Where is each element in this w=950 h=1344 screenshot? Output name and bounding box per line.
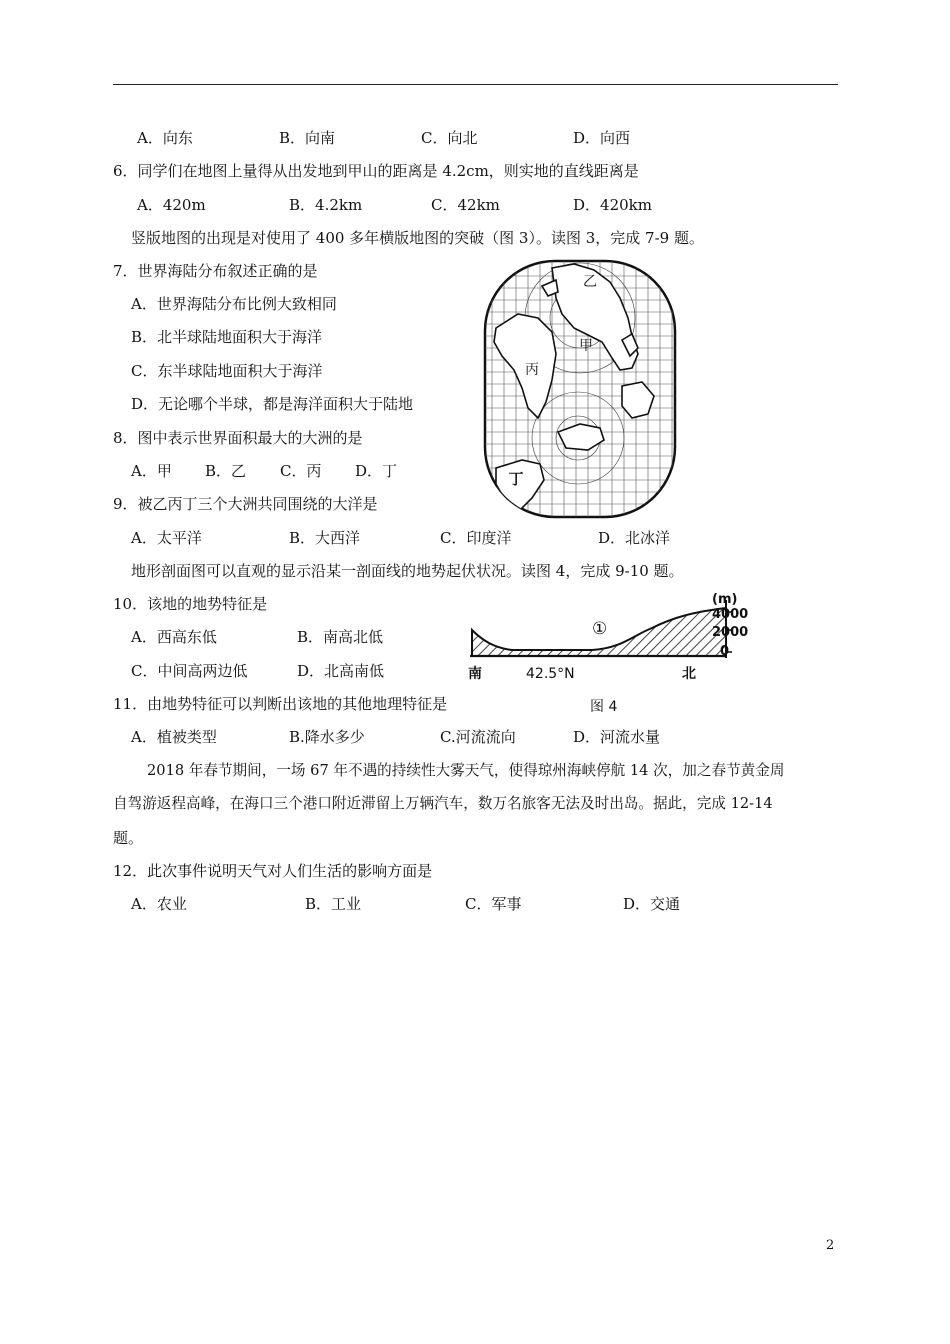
q6-stem: 6．同学们在地图上量得从出发地到甲山的距离是 4.2cm，则实地的直线距离是	[113, 162, 639, 180]
q6-option-a: A．420m	[137, 196, 206, 214]
q7-option-a: A．世界海陆分布比例大致相同	[131, 295, 337, 313]
map-label-yi: 乙	[583, 274, 597, 290]
q12-option-c: C．军事	[465, 895, 522, 913]
q8-option-a: A．甲	[131, 462, 172, 480]
q11-option-c: C.河流流向	[440, 728, 516, 746]
q5-option-d: D．向西	[573, 129, 631, 147]
q8-option-c: C．丙	[280, 462, 322, 480]
q11-option-d: D．河流水量	[573, 728, 661, 746]
q11-option-b: B.降水多少	[289, 728, 365, 746]
profile-tick-0: 0	[720, 644, 730, 659]
terrain-profile-chart	[462, 592, 782, 686]
passage-line-2: 自驾游返程高峰，在海口三个港口附近滞留上万辆汽车，数万名旅客无法及时出岛。据此，完成 12-14	[113, 795, 773, 812]
profile-label-north: 北	[682, 666, 696, 682]
q5-option-c: C．向北	[421, 129, 478, 147]
q7-option-c: C．东半球陆地面积大于海洋	[131, 362, 323, 380]
q5-option-b: B．向南	[279, 129, 336, 147]
map-label-bing: 丙	[525, 362, 539, 378]
profile-marker-1: ①	[592, 619, 608, 639]
q11-stem: 11．由地势特征可以判断出该地的其他地理特征是	[113, 695, 448, 713]
q10-option-c: C．中间高两边低	[131, 662, 248, 680]
q10-option-d: D．北高南低	[297, 662, 385, 680]
profile-label-south: 南	[468, 666, 482, 682]
intro-9-10: 地形剖面图可以直观的显示沿某一剖面线的地势起伏状况。读图 4，完成 9-10 题。	[131, 562, 684, 580]
q6-option-b: B．4.2km	[289, 196, 363, 214]
q11-option-a: A．植被类型	[131, 728, 217, 746]
q12-option-a: A．农业	[131, 895, 187, 913]
header-rule	[113, 84, 838, 85]
profile-latitude: 42.5°N	[526, 666, 575, 682]
q10-option-b: B．南高北低	[297, 628, 384, 646]
q6-option-d: D．420km	[573, 196, 652, 214]
q8-option-d: D．丁	[355, 462, 398, 480]
q5-option-a: A．向东	[137, 129, 193, 147]
q7-option-d: D．无论哪个半球，都是海洋面积大于陆地	[131, 395, 414, 413]
q12-option-d: D．交通	[623, 895, 681, 913]
q7-stem: 7．世界海陆分布叙述正确的是	[113, 262, 318, 280]
q8-stem: 8．图中表示世界面积最大的大洲的是	[113, 429, 363, 447]
map-label-jia: 甲	[579, 338, 593, 354]
q10-option-a: A．西高东低	[131, 628, 217, 646]
page-number: 2	[826, 1238, 835, 1253]
vertical-world-map	[482, 258, 678, 520]
intro-7-9: 竖版地图的出现是对使用了 400 多年横版地图的突破（图 3）。读图 3，完成 7-9 题。	[131, 229, 704, 247]
q12-stem: 12．此次事件说明天气对人们生活的影响方面是	[113, 862, 433, 880]
q9-option-c: C．印度洋	[440, 529, 512, 547]
passage-line-1: 2018 年春节期间，一场 67 年不遇的持续性大雾天气，使得琼州海峡停航 14 次，加之春节黄金周	[147, 762, 785, 779]
q7-option-b: B．北半球陆地面积大于海洋	[131, 328, 323, 346]
profile-tick-4000: 4000	[712, 607, 749, 622]
figure-4-caption: 图 4	[590, 699, 618, 715]
q9-stem: 9．被乙丙丁三个大洲共同围绕的大洋是	[113, 495, 378, 513]
q9-option-b: B．大西洋	[289, 529, 361, 547]
profile-tick-2000: 2000	[712, 625, 749, 640]
map-label-ding: 丁	[508, 470, 524, 488]
q8-option-b: B．乙	[205, 462, 247, 480]
q12-option-b: B．工业	[305, 895, 362, 913]
q10-stem: 10．该地的地势特征是	[113, 595, 268, 613]
q9-option-a: A．太平洋	[131, 529, 202, 547]
q6-option-c: C．42km	[431, 196, 500, 214]
q9-option-d: D．北冰洋	[598, 529, 671, 547]
passage-line-3: 题。	[113, 829, 144, 847]
profile-unit: (m)	[712, 592, 738, 607]
